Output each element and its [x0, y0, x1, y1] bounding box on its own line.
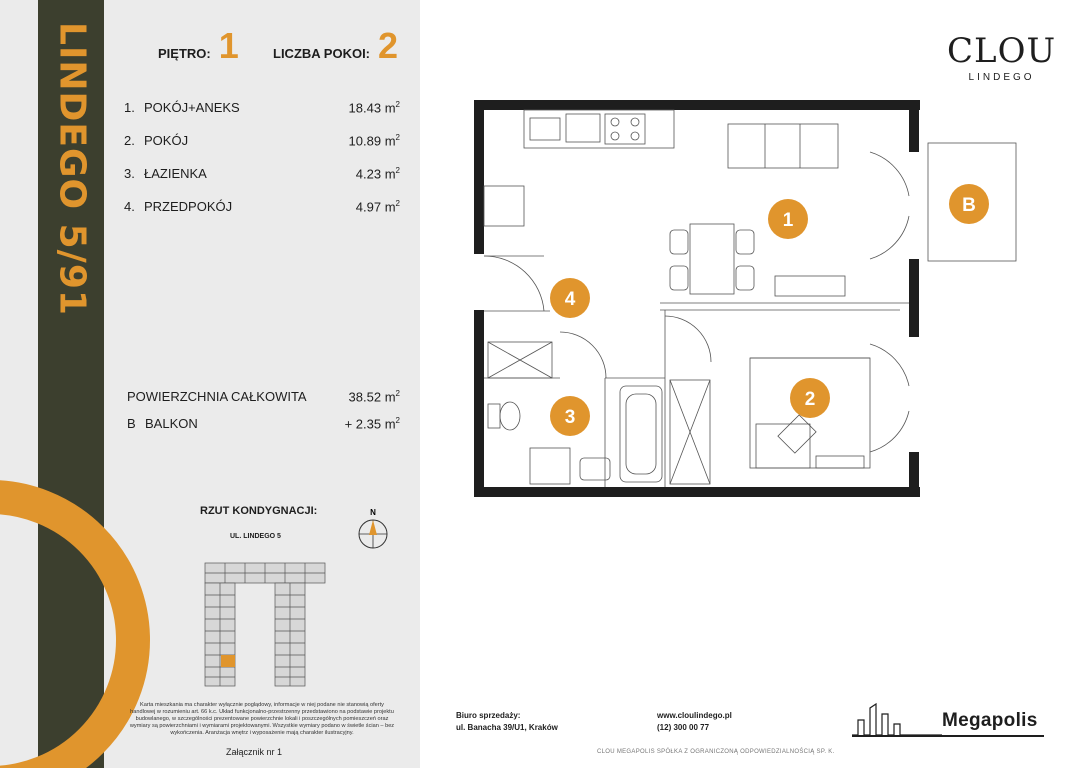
brand-underline	[852, 735, 1044, 737]
room-row: 1. POKÓJ+ANEKS 18.43 $m^2$	[124, 100, 400, 116]
compass-label: N	[370, 508, 376, 517]
megapolis-brand: Megapolis	[942, 710, 1038, 731]
badge-balcony: B	[962, 195, 976, 216]
floor-value: 1	[218, 25, 239, 66]
balcony-plan	[920, 141, 1020, 265]
phone-number: (12) 300 00 77	[657, 723, 710, 732]
sales-office	[456, 710, 558, 734]
room-area: 4.23	[355, 166, 382, 182]
room-number: 2.	[124, 133, 135, 148]
office-label: Biuro sprzedaży:	[456, 711, 521, 720]
rooms-count-value: 2	[378, 25, 399, 66]
rooms-count-label: LICZBA POKOI:	[273, 46, 371, 61]
floor-plan-heading: RZUT KONDYGNACJI:	[200, 505, 318, 517]
clou-logo	[947, 31, 1057, 83]
floor-info	[158, 25, 239, 66]
badge-room-1: 1	[782, 210, 794, 231]
walls	[474, 100, 920, 497]
rooms-count-info	[273, 25, 399, 66]
badge-room-4: 4	[564, 289, 576, 310]
room-row: 3. ŁAZIENKA 4.23 $m^2$	[124, 166, 400, 182]
balcony-label: BALKON	[145, 416, 198, 431]
compass-icon	[355, 507, 391, 551]
balcony-area: + 2.35	[344, 416, 382, 432]
apartment-floor-plan	[460, 96, 930, 501]
logo-main: CLOU	[947, 31, 1057, 71]
badge-room-2: 2	[804, 389, 816, 410]
room-number: 3.	[124, 166, 135, 181]
room-row: 4. PRZEDPOKÓJ 4.97 $m^2$	[124, 199, 400, 215]
total-label: POWIERZCHNIA CAŁKOWITA	[127, 389, 307, 404]
attachment-label: Załącznik nr 1	[226, 747, 283, 757]
room-name: POKÓJ	[144, 133, 189, 148]
room-row: 2. POKÓJ 10.89 $m^2$	[124, 133, 400, 149]
disclaimer-text: Karta mieszkania ma charakter wyłącznie poglądowy, informacje w niej podane nie stanowią oferty handlowej w rozumieniu art. 66 k.c. Układ funkcjonalno-przestrzenny przedstawiono na podstawie projektu budowlanego, w szczególności prezentowane powierzchnie lokali i poszczególnych pomieszczeń oraz wymiary są powierzchniami i wymiarami projektowanymi. Wszystkie wymiary podano w świetle ścian – bez wykończenia. Aranżacja wnętrz i wyposażenie mają charakter ilustracyjny.	[129, 702, 395, 736]
balcony-row: B BALKON + 2.35 $m^2$	[127, 416, 400, 432]
room-name: POKÓJ+ANEKS	[144, 100, 240, 115]
logo-sub: LINDEGO	[968, 72, 1035, 83]
building-title: LINDEGO 5/91	[51, 22, 93, 316]
totals	[127, 389, 400, 443]
total-area-row: POWIERZCHNIA CAŁKOWITA 38.52 $m^2$	[127, 389, 400, 416]
balcony-code: B	[127, 416, 136, 431]
total-area: 38.52	[348, 389, 382, 405]
apartment-highlight	[221, 655, 235, 667]
room-name: PRZEDPOKÓJ	[144, 199, 233, 214]
contact-info	[657, 710, 732, 734]
street-label: UL. LINDEGO 5	[230, 533, 281, 540]
website-link[interactable]: www.cloulindego.pl	[657, 711, 732, 720]
company-name: CLOU MEGAPOLIS SPÓŁKA Z OGRANICZONĄ ODPOWIEDZIALNOŚCIĄ SP. K.	[597, 749, 835, 755]
building-keyplan	[195, 557, 335, 692]
room-area: 18.43	[348, 100, 382, 116]
info-panel	[0, 0, 420, 768]
room-area: 4.97	[355, 199, 382, 215]
badge-room-3: 3	[564, 407, 576, 428]
room-name: ŁAZIENKA	[144, 166, 207, 181]
office-address: ul. Banacha 39/U1, Kraków	[456, 723, 558, 732]
room-number: 1.	[124, 100, 135, 115]
room-area: 10.89	[348, 133, 382, 149]
megapolis-skyline-icon	[852, 700, 942, 736]
floor-label: PIĘTRO:	[158, 46, 211, 61]
rooms-list	[124, 100, 400, 232]
room-number: 4.	[124, 199, 135, 214]
